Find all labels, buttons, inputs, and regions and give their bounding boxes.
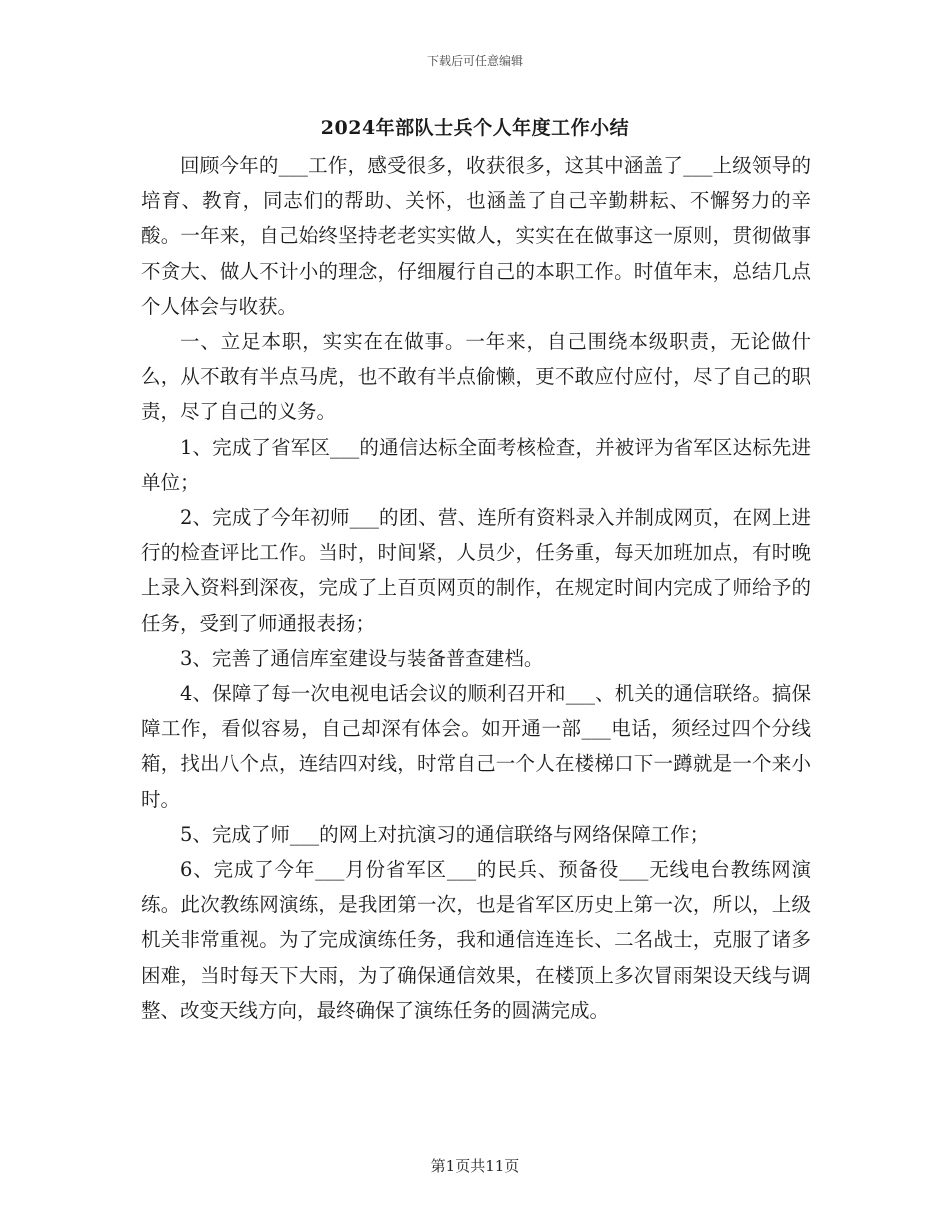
document-body xyxy=(141,148,811,1028)
document-title: 2024年部队士兵个人年度工作小结 xyxy=(320,117,630,139)
paragraph-item-5: 5、完成了师___的网上对抗演习的通信联络与网络保障工作； xyxy=(180,822,710,846)
paragraph-item-4: 4、保障了每一次电视电话会议的顺利召开和___、机关的通信联络。搞保障工作，看似容易，自己却深有体会。如开通一部___电话，须经过四个分线箱，找出八个点，连结四对线，时常自己一个人在楼梯口下一蹲就是一个来小时。 xyxy=(141,682,811,811)
paragraph-intro: 回顾今年的___工作，感受很多，收获很多，这其中涵盖了___上级领导的培育、教育，同志们的帮助、关怀，也涵盖了自己辛勤耕耘、不懈努力的辛酸。一年来，自己始终坚持老老实实做人，实实在在做事这一原则，贯彻做事不贪大、做人不计小的理念，仔细履行自己的本职工作。时值年末，总结几点个人体会与收获。 xyxy=(141,154,811,318)
header-note: 下载后可任意编辑 xyxy=(426,54,523,68)
page-footer: 第1页共11页 xyxy=(430,1157,520,1175)
paragraph-item-1: 1、完成了省军区___的通信达标全面考核检查，并被评为省军区达标先进单位； xyxy=(141,435,811,494)
paragraph-item-6: 6、完成了今年___月份省军区___的民兵、预备役___无线电台教练网演练。此次教练网演练，是我团第一次，也是省军区历史上第一次，所以，上级机关非常重视。为了完成演练任务，我和通信连连长、二名战士，克服了诸多困难，当时每天下大雨，为了确保通信效果，在楼顶上多次冒雨架设天线与调整、改变天线方向，最终确保了演练任务的圆满完成。 xyxy=(141,858,811,1022)
paragraph-item-2: 2、完成了今年初师___的团、营、连所有资料录入并制成网页，在网上进行的检查评比工作。当时，时间紧，人员少，任务重，每天加班加点，有时晚上录入资料到深夜，完成了上百页网页的制作，在规定时间内完成了师给予的任务，受到了师通报表扬； xyxy=(141,506,811,635)
paragraph-item-3: 3、完善了通信库室建设与装备普查建档。 xyxy=(180,646,544,670)
paragraph-section-1: 一、立足本职，实实在在做事。一年来，自己围绕本级职责，无论做什么，从不敢有半点马虎，也不敢有半点偷懒，更不敢应付应付，尽了自己的职责，尽了自己的义务。 xyxy=(141,330,811,424)
